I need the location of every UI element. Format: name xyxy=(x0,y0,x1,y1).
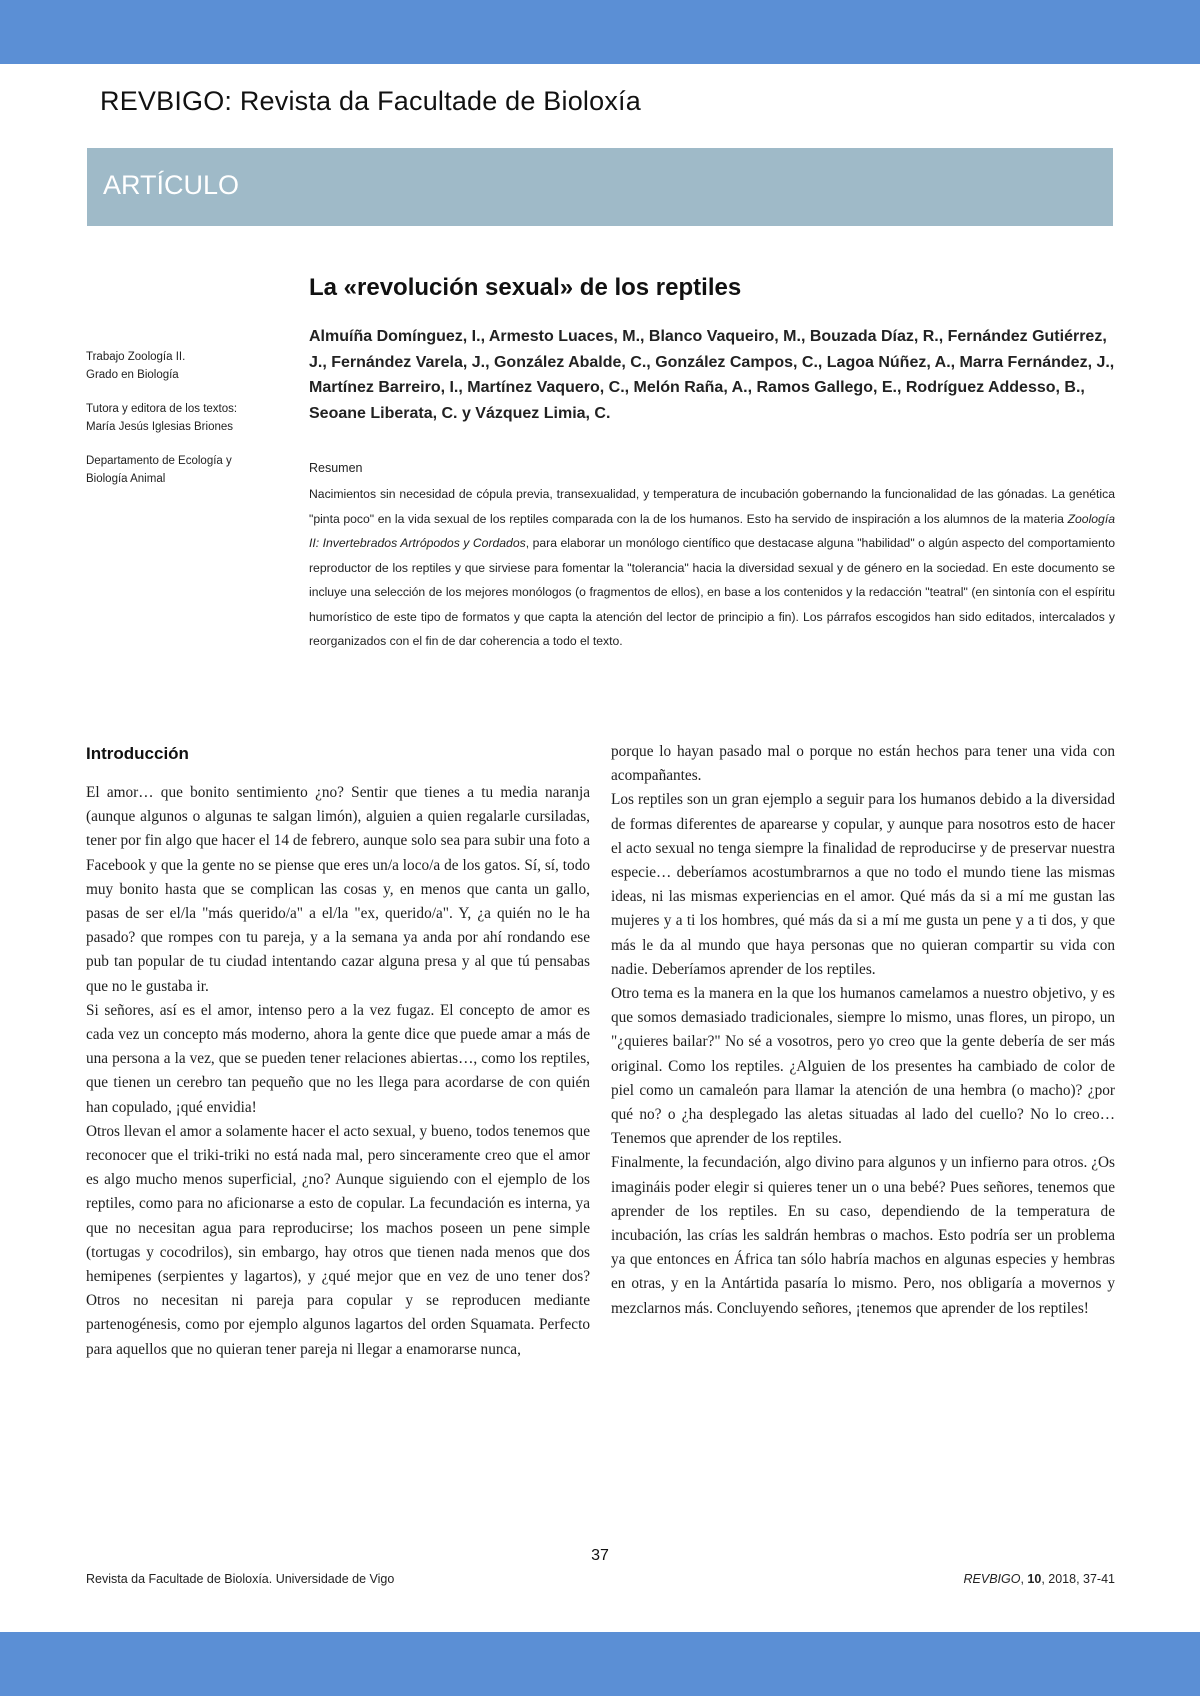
department-note-line2: Biología Animal xyxy=(86,473,166,485)
section-label: ARTÍCULO xyxy=(103,170,240,200)
tutor-note-line1: Tutora y editora de los textos: xyxy=(86,403,238,415)
author-list: Almuíña Domínguez, I., Armesto Luaces, M., Blanco Vaqueiro, M., Bouzada Díaz, R., Fernández Gutiérrez, J., Fernández Varela, J., González Abalde, C., González Campos, C., Lagoa Núñez, A., Marra Fernández, J., Martínez Barreiro, I., Martínez Vaquero, C., Melón Raña, A., Ramos Gallego, E., Rodríguez Addesso, B., Seoane Liberata, C. y Vázquez Limia, C. xyxy=(309,328,1115,422)
tutor-note xyxy=(86,400,276,436)
body-column-left xyxy=(86,781,590,1362)
bottom-band xyxy=(0,1632,1200,1696)
work-note xyxy=(86,348,276,384)
body-paragraph: Finalmente, la fecundación, algo divino para algunos y un infierno para otros. ¿Os imagináis poder elegir si quieres tener un o una bebé? Pues señores, tenemos que aprender de los reptiles. En su caso, dependiendo de la temperatura de incubación, las crías les saldrán hembras o machos. Esto podría ser un problema ya que entonces en África tan sólo habría machos en algunas especies y hembras en otras, y en la Antártida pasaría lo mismo. Pero, nos obligaría a movernos y mezclarnos más. Concluyendo señores, ¡tenemos que aprender de los reptiles! xyxy=(611,1154,1115,1317)
article-title: La «revolución sexual» de los reptiles xyxy=(309,274,742,301)
footer-citation-volume: 10 xyxy=(1027,1572,1042,1586)
abstract-part2: , para elaborar un monólogo científico que destacase alguna "habilidad" o algún aspecto del comportamiento reproductor de los reptiles y que sirviese para fomentar la "tolerancia" hacia la diversidad sexual y de género en la sociedad. En este documento se incluye una selección de los mejores monólogos (o fragmentos de ellos), en base a los contenidos y la redacción "teatral" (en sintonía con el espíritu humorístico de este tipo de formatos y que capta la atención del lector de principio a fin). Los párrafos escogidos han sido editados, intercalados y reorganizados con el fin de dar coherencia a todo el texto. xyxy=(309,536,1116,648)
footer-journal-name: Revista da Facultade de Bioloxía. Universidade de Vigo xyxy=(86,1572,395,1586)
section-bar xyxy=(87,148,1113,226)
side-notes xyxy=(86,348,276,504)
body-paragraph: Otros llevan el amor a solamente hacer el acto sexual, y bueno, todos tenemos que reconocer que el triki-triki no está nada mal, pero sinceramente creo que el amor es algo mucho menos superficial, ¿no? Aunque siguiendo con el ejemplo de los reptiles, como para no aficionarse a esto de copular. La fecundación es interna, ya que no necesitan agua para reproducirse; los machos poseen un pene simple (tortugas y cocodrilos), sin embargo, hay otros que tienen nada menos que dos hemipenes (serpientes y lagartos), y ¿qué mejor que en vez de uno tener dos? Otros no necesitan ni pareja para copular y se reproducen mediante partenogénesis, como por ejemplo algunos lagartos del orden Squamata. Perfecto para aquellos que no quieran tener pareja ni llegar a enamorarse nunca, xyxy=(86,1122,590,1358)
abstract-part1: Nacimientos sin necesidad de cópula previa, transexualidad, y temperatura de incubación gobernando la funcionalidad de las gónadas. La genética "pinta poco" en la vida sexual de los reptiles comparada con la de los humanos. Esto ha servido de inspiración a los alumnos de la materia xyxy=(309,487,1115,526)
abstract-text xyxy=(309,482,1115,654)
abstract-course-name: Zoología II: Invertebrados Artrópodos y Cordados xyxy=(309,511,1115,550)
footer-citation xyxy=(964,1572,1116,1586)
tutor-note-line2: María Jesús Iglesias Briones xyxy=(86,421,234,433)
page-number: 37 xyxy=(591,1547,609,1564)
abstract-label: Resumen xyxy=(309,461,363,475)
work-note-line2: Grado en Biología xyxy=(86,369,179,381)
department-note-line1: Departamento de Ecología y xyxy=(86,455,232,467)
body-column-right xyxy=(611,740,1115,1321)
journal-title: REVBIGO: Revista da Facultade de Bioloxía xyxy=(100,86,641,116)
body-paragraph: Si señores, así es el amor, intenso pero a la vez fugaz. El concepto de amor es cada vez un concepto más moderno, ahora la gente dice que puede amar a más de una persona a la vez, que se pueden tener relaciones abiertas…, como los reptiles, que tienen un cerebro tan pequeño que no les llega para acordarse de con quién han copulado, ¡qué envidia! xyxy=(86,1001,590,1116)
body-paragraph: Los reptiles son un gran ejemplo a seguir para los humanos debido a la diversidad de formas diferentes de aparearse y copular, y aunque para nosotros esto de hacer el acto sexual no tenga siempre la finalidad de reproducirse y de preservar nuestra especie… deberíamos acostumbrarnos a que no todo el mundo tiene las mismas ideas, ni las mismas experiencias en el amor. Qué más da si a mí me gustan las mujeres y a ti los hombres, qué más da si a mí me gusta un pene y a ti dos, y que más le da al mundo que haya personas que no quieran compartir su vida con nadie. Deberíamos aprender de los reptiles. xyxy=(611,791,1115,978)
top-band xyxy=(0,0,1200,64)
work-note-line1: Trabajo Zoología II. xyxy=(86,351,186,363)
body-paragraph: Otro tema es la manera en la que los humanos camelamos a nuestro objetivo, y es que somos demasiado tradicionales, siempre lo mismo, unas flores, un piropo, un "¿quieres bailar?" No sé a vosotros, pero yo creo que la gente debería de ser más original. Como los reptiles. ¿Alguien de los presentes ha cambiado de color de piel como un camaleón para llamar la atención de una hembra (o macho)? ¿por qué no? o ¿ha desplegado las aletas situadas al lado del cuello? No lo creo… Tenemos que aprender de los reptiles. xyxy=(611,985,1115,1148)
footer-citation-separator: , xyxy=(1020,1572,1028,1586)
body-paragraph: El amor… que bonito sentimiento ¿no? Sentir que tienes a tu media naranja (aunque algunos o algunas te salgan limón), alguien a quien regalarle cursiladas, tener por fin algo que hacer el 14 de febrero, aunque solo sea para subir una foto a Facebook y que la gente no se piense que eres un/a loco/a de los gatos. Sí, sí, todo muy bonito hasta que se complican las cosas y, en menos que canta un gallo, pasas de ser el/la "más querido/a" a el/la "ex, querido/a". Y, ¿a quién no le ha pasado? que rompes con tu pareja, y a la semana ya anda por ahí rondando ese pub tan popular de tu ciudad intentando cazar alguna presa y al que tú pensabas que no le gustaba ir. xyxy=(86,784,590,995)
footer-citation-journal: REVBIGO xyxy=(963,1572,1021,1586)
footer-citation-rest: , 2018, 37-41 xyxy=(1041,1572,1115,1586)
department-note xyxy=(86,452,276,488)
body-paragraph: porque lo hayan pasado mal o porque no están hechos para tener una vida con acompañantes. xyxy=(611,743,1115,785)
section-heading-introduction: Introducción xyxy=(86,744,189,763)
